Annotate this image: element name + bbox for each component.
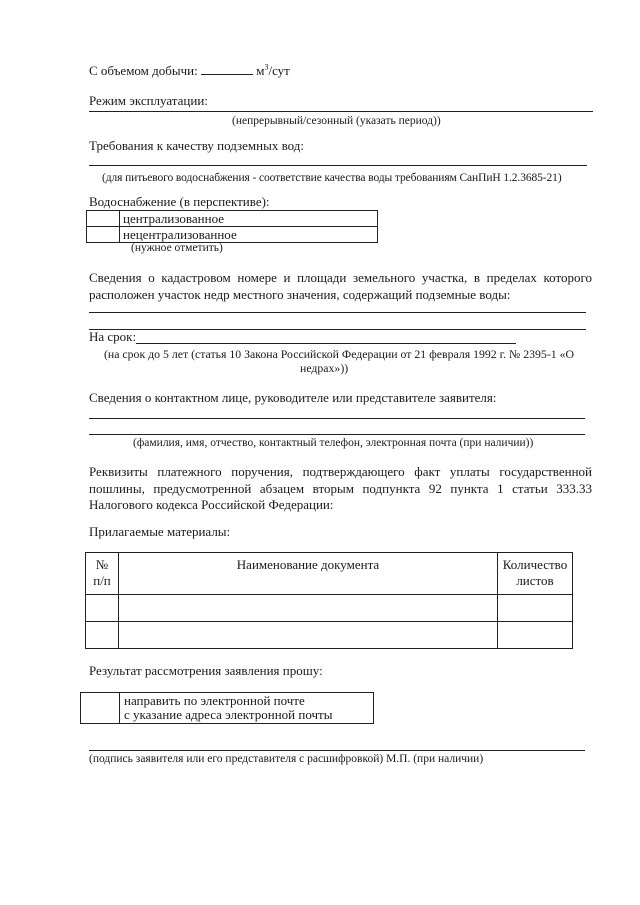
contact-label: Сведения о контактном лице, руководителе или представителе заявителя:	[89, 390, 497, 405]
materials-cell-count[interactable]	[498, 622, 573, 649]
contact-field-line-1[interactable]	[89, 418, 585, 419]
materials-row	[86, 595, 573, 622]
volume-unit: $м^3$/сут	[256, 62, 290, 78]
contact-field-line-2[interactable]	[89, 434, 585, 435]
col-number-header: № п/п	[86, 553, 119, 595]
supply-option-row	[87, 211, 378, 227]
signature-field-line[interactable]	[89, 750, 585, 751]
result-option-line1: направить по электронной почте	[124, 693, 305, 708]
materials-cell-number[interactable]	[86, 622, 119, 649]
result-option-label	[120, 693, 374, 724]
quality-hint: (для питьевого водоснабжения - соответствие качества воды требованиям СанПиН 1.2.3685-21)	[102, 172, 562, 184]
term-field-line[interactable]	[136, 343, 516, 344]
materials-row	[86, 622, 573, 649]
signature-hint: (подпись заявителя или его представителя с расшифровкой) М.П. (при наличии)	[89, 753, 484, 765]
contact-hint: (фамилия, имя, отчество, контактный телефон, электронная почта (при наличии))	[133, 437, 534, 449]
materials-header-row	[86, 553, 573, 595]
materials-cell-name[interactable]	[119, 622, 498, 649]
volume-row	[89, 63, 290, 78]
col-name-header: Наименование документа	[119, 553, 498, 595]
materials-table	[85, 552, 573, 649]
term-top-line[interactable]	[89, 329, 586, 330]
materials-cell-name[interactable]	[119, 595, 498, 622]
volume-field[interactable]	[201, 74, 253, 75]
quality-label: Требования к качеству подземных вод:	[89, 138, 305, 153]
result-option-line2: с указание адреса электронной почты	[124, 707, 333, 722]
payment-text: Реквизиты платежного поручения, подтверждающего факт уплаты государственной пошлины, предусмотренной абзацем вторым подпункта 92 пункта 1 статьи 333.33 Налогового кодекса Российской Федерации:	[89, 464, 592, 512]
supply-option-label: нецентрализованное	[120, 227, 378, 243]
term-hint-line1: (на срок до 5 лет (статья 10 Закона Российской Федерации от 21 февраля 1992 г. № 2395-1 «О	[104, 347, 575, 361]
mode-label: Режим эксплуатации:	[89, 93, 208, 108]
supply-option-checkbox[interactable]	[87, 227, 120, 243]
mode-field-line[interactable]	[89, 111, 593, 112]
result-option-checkbox[interactable]	[81, 693, 120, 724]
term-hint-line2: недрах»))	[300, 361, 349, 375]
result-option-row	[81, 693, 374, 724]
materials-label: Прилагаемые материалы:	[89, 524, 231, 539]
quality-field-line[interactable]	[89, 165, 587, 166]
mode-hint: (непрерывный/сезонный (указать период))	[232, 115, 441, 127]
result-options-table	[80, 692, 374, 724]
col-count-header: Количество листов	[498, 553, 573, 595]
materials-cell-number[interactable]	[86, 595, 119, 622]
supply-option-label: централизованное	[120, 211, 378, 227]
supply-option-checkbox[interactable]	[87, 211, 120, 227]
cadastre-text: Сведения о кадастровом номере и площади земельного участка, в пределах которого расположен участок недр местного значения, содержащий подземные воды:	[89, 270, 592, 302]
result-label: Результат рассмотрения заявления прошу:	[89, 663, 323, 678]
supply-hint: (нужное отметить)	[131, 242, 223, 254]
materials-cell-count[interactable]	[498, 595, 573, 622]
term-label: На срок:	[89, 329, 137, 344]
supply-label: Водоснабжение (в перспективе):	[89, 194, 270, 209]
cadastre-field-line[interactable]	[89, 312, 586, 313]
volume-label: С объемом добычи:	[89, 63, 198, 78]
supply-options-table	[86, 210, 378, 243]
